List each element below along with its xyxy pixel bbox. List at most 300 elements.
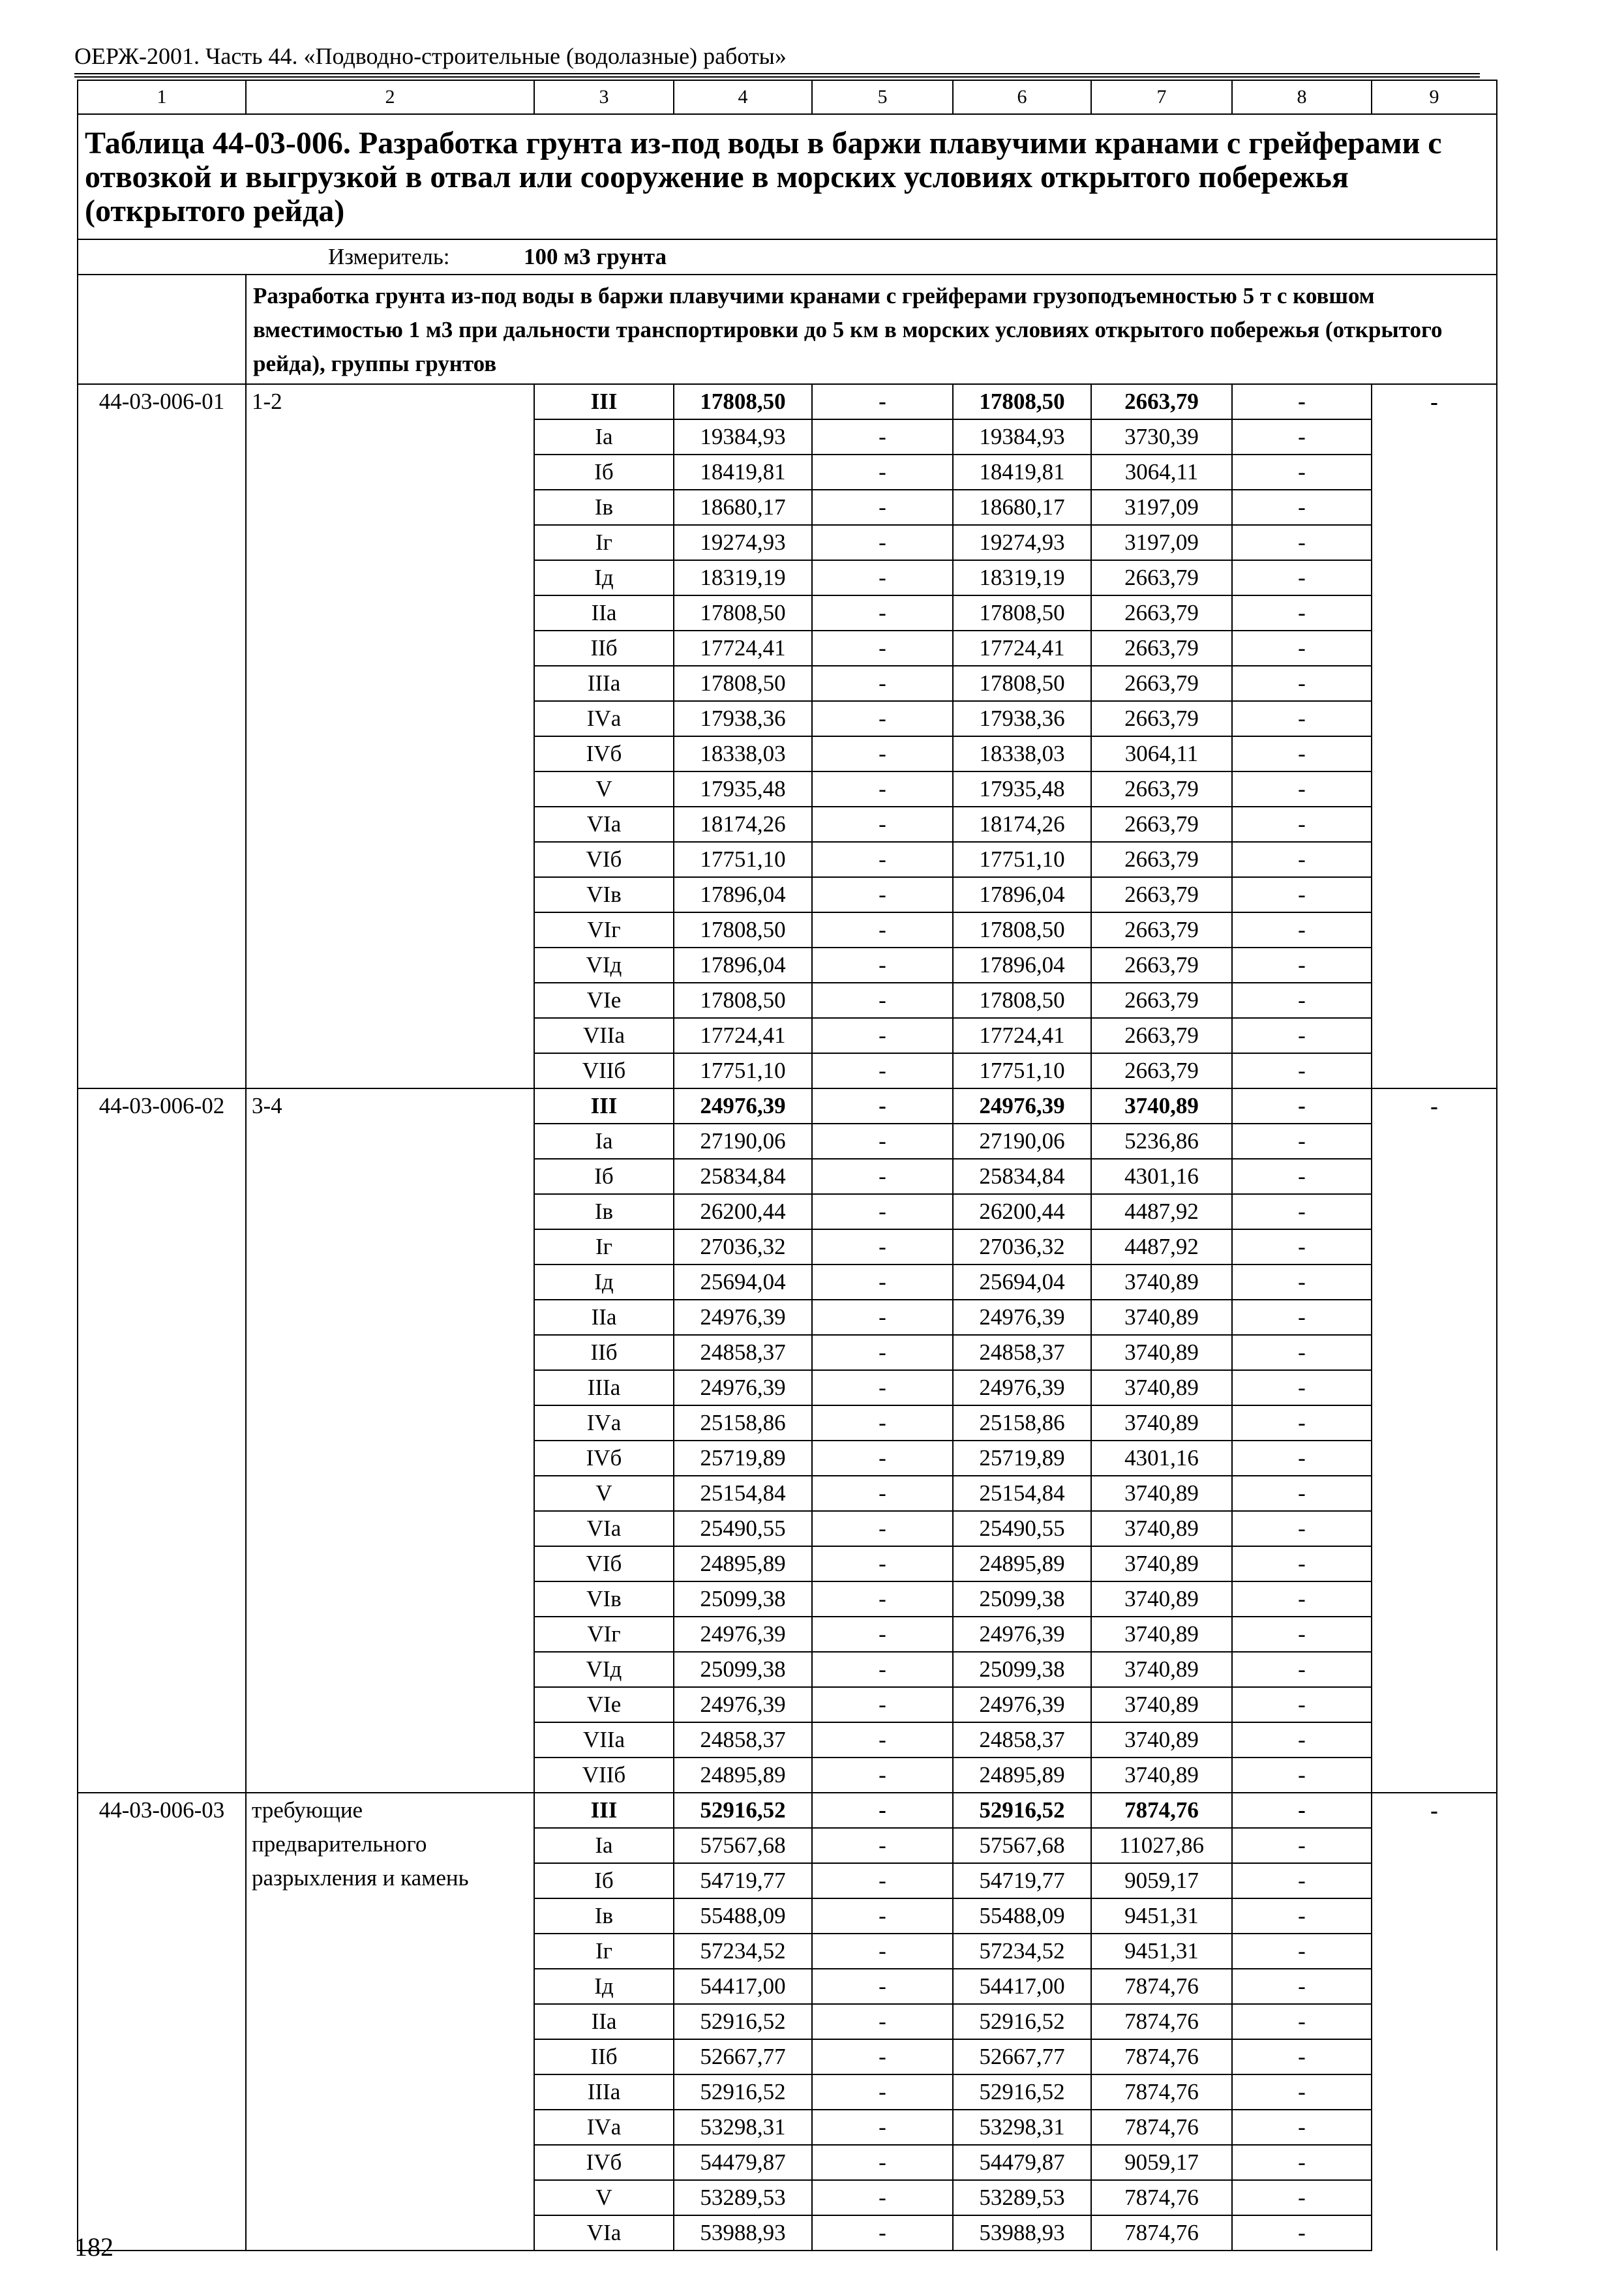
machinist-wages: 2663,79 (1091, 948, 1232, 983)
machine-cost: 27190,06 (953, 1124, 1091, 1159)
materials-cost: - (1232, 1441, 1372, 1476)
total-cost: 53988,93 (674, 2215, 812, 2251)
column-number: 8 (1232, 80, 1372, 114)
extra-cost (1372, 842, 1497, 877)
materials-cost: - (1232, 912, 1372, 948)
machinist-wages: 7874,76 (1091, 2074, 1232, 2110)
machinist-wages: 3740,89 (1091, 1264, 1232, 1300)
total-cost: 18338,03 (674, 736, 812, 771)
total-cost: 24858,37 (674, 1335, 812, 1370)
materials-cost: - (1232, 1969, 1372, 2004)
materials-cost: - (1232, 490, 1372, 525)
extra-cost (1372, 1264, 1497, 1300)
machinist-wages: 3064,11 (1091, 736, 1232, 771)
column-number: 4 (674, 80, 812, 114)
machine-cost: 17808,50 (953, 912, 1091, 948)
materials-cost: - (1232, 1934, 1372, 1969)
extra-cost (1372, 948, 1497, 983)
territory-zone: IVб (534, 736, 674, 771)
extra-cost (1372, 2074, 1497, 2110)
machine-cost: 53289,53 (953, 2180, 1091, 2215)
territory-zone: IVа (534, 1405, 674, 1441)
labor-wages: - (812, 1687, 953, 1722)
machinist-wages: 3740,89 (1091, 1687, 1232, 1722)
labor-wages: - (812, 1722, 953, 1758)
total-cost: 25154,84 (674, 1476, 812, 1511)
machine-cost: 55488,09 (953, 1898, 1091, 1934)
total-cost: 17935,48 (674, 771, 812, 807)
labor-wages: - (812, 1934, 953, 1969)
soil-group: требующие предварительного разрыхления и камень (246, 1793, 534, 2251)
page-header: ОЕРЖ-2001. Часть 44. «Подводно-строительные (водолазные) работы» (74, 43, 787, 69)
extra-cost (1372, 1511, 1497, 1546)
machine-cost: 17724,41 (953, 631, 1091, 666)
total-cost: 25099,38 (674, 1652, 812, 1687)
territory-zone: IVб (534, 1441, 674, 1476)
total-cost: 18419,81 (674, 455, 812, 490)
page-number: 182 (74, 2232, 113, 2262)
labor-wages: - (812, 1652, 953, 1687)
territory-zone: VIе (534, 1687, 674, 1722)
machinist-wages: 7874,76 (1091, 2110, 1232, 2145)
column-number-row (78, 80, 1497, 114)
materials-cost: - (1232, 1405, 1372, 1441)
extra-cost (1372, 1758, 1497, 1793)
machine-cost: 17808,50 (953, 384, 1091, 419)
machinist-wages: 2663,79 (1091, 1018, 1232, 1053)
machinist-wages: 5236,86 (1091, 1124, 1232, 1159)
labor-wages: - (812, 1159, 953, 1194)
materials-cost: - (1232, 842, 1372, 877)
table-body (78, 80, 1497, 2251)
territory-zone: III (534, 384, 674, 419)
labor-wages: - (812, 1370, 953, 1405)
materials-cost: - (1232, 1018, 1372, 1053)
materials-cost: - (1232, 2215, 1372, 2251)
extra-cost (1372, 560, 1497, 595)
column-number: 7 (1091, 80, 1232, 114)
machine-cost: 27036,32 (953, 1229, 1091, 1264)
column-number: 2 (246, 80, 534, 114)
total-cost: 24976,39 (674, 1687, 812, 1722)
materials-cost: - (1232, 1617, 1372, 1652)
machine-cost: 17751,10 (953, 1053, 1091, 1088)
machine-cost: 17724,41 (953, 1018, 1091, 1053)
total-cost: 27190,06 (674, 1124, 812, 1159)
extra-cost: - (1372, 384, 1497, 419)
machinist-wages: 3740,89 (1091, 1722, 1232, 1758)
labor-wages: - (812, 1088, 953, 1124)
extra-cost (1372, 1934, 1497, 1969)
machinist-wages: 11027,86 (1091, 1828, 1232, 1863)
machine-cost: 25099,38 (953, 1652, 1091, 1687)
machine-cost: 53988,93 (953, 2215, 1091, 2251)
materials-cost: - (1232, 807, 1372, 842)
territory-zone: IIIа (534, 2074, 674, 2110)
machine-cost: 24976,39 (953, 1300, 1091, 1335)
territory-zone: IIа (534, 1300, 674, 1335)
norms-table (77, 80, 1497, 2251)
labor-wages: - (812, 666, 953, 701)
total-cost: 54479,87 (674, 2145, 812, 2180)
machinist-wages: 9451,31 (1091, 1934, 1232, 1969)
machinist-wages: 3740,89 (1091, 1300, 1232, 1335)
soil-group: 3-4 (246, 1088, 534, 1793)
total-cost: 17724,41 (674, 631, 812, 666)
total-cost: 57567,68 (674, 1828, 812, 1863)
machinist-wages: 3740,89 (1091, 1511, 1232, 1546)
extra-cost (1372, 877, 1497, 912)
labor-wages: - (812, 2180, 953, 2215)
machine-cost: 54417,00 (953, 1969, 1091, 2004)
extra-cost (1372, 1159, 1497, 1194)
machine-cost: 17938,36 (953, 701, 1091, 736)
territory-zone: IIа (534, 595, 674, 631)
machinist-wages: 4301,16 (1091, 1441, 1232, 1476)
machine-cost: 18174,26 (953, 807, 1091, 842)
territory-zone: Iд (534, 560, 674, 595)
extra-cost (1372, 1863, 1497, 1898)
column-number: 9 (1372, 80, 1497, 114)
materials-cost: - (1232, 1652, 1372, 1687)
labor-wages: - (812, 1969, 953, 2004)
total-cost: 54719,77 (674, 1863, 812, 1898)
total-cost: 18319,19 (674, 560, 812, 595)
materials-cost: - (1232, 1335, 1372, 1370)
total-cost: 19274,93 (674, 525, 812, 560)
territory-zone: VIг (534, 912, 674, 948)
labor-wages: - (812, 1018, 953, 1053)
labor-wages: - (812, 948, 953, 983)
materials-cost: - (1232, 2004, 1372, 2039)
machinist-wages: 3064,11 (1091, 455, 1232, 490)
machine-cost: 17896,04 (953, 948, 1091, 983)
territory-zone: VIд (534, 948, 674, 983)
materials-cost: - (1232, 666, 1372, 701)
labor-wages: - (812, 701, 953, 736)
table-row (78, 384, 1497, 419)
territory-zone: VIд (534, 1652, 674, 1687)
total-cost: 24895,89 (674, 1546, 812, 1581)
labor-wages: - (812, 1441, 953, 1476)
machine-cost: 17896,04 (953, 877, 1091, 912)
machine-cost: 17808,50 (953, 595, 1091, 631)
machine-cost: 25719,89 (953, 1441, 1091, 1476)
materials-cost: - (1232, 1511, 1372, 1546)
total-cost: 53289,53 (674, 2180, 812, 2215)
machinist-wages: 2663,79 (1091, 807, 1232, 842)
machine-cost: 25099,38 (953, 1581, 1091, 1617)
total-cost: 24976,39 (674, 1370, 812, 1405)
table-title: Таблица 44-03-006. Разработка грунта из-под воды в баржи плавучими кранами с грейферами с отвозкой и выгрузкой в отвал или сооружение в морских условиях открытого побережья (открытого рейда) (78, 114, 1497, 239)
labor-wages: - (812, 455, 953, 490)
machinist-wages: 3740,89 (1091, 1652, 1232, 1687)
labor-wages: - (812, 1405, 953, 1441)
total-cost: 17751,10 (674, 842, 812, 877)
total-cost: 25694,04 (674, 1264, 812, 1300)
extra-cost (1372, 1722, 1497, 1758)
machine-cost: 26200,44 (953, 1194, 1091, 1229)
labor-wages: - (812, 807, 953, 842)
extra-cost: - (1372, 1088, 1497, 1124)
extra-cost: - (1372, 1793, 1497, 1828)
territory-zone: V (534, 771, 674, 807)
machinist-wages: 2663,79 (1091, 983, 1232, 1018)
labor-wages: - (812, 1476, 953, 1511)
total-cost: 17808,50 (674, 983, 812, 1018)
machinist-wages: 2663,79 (1091, 666, 1232, 701)
extra-cost (1372, 1441, 1497, 1476)
materials-cost: - (1232, 525, 1372, 560)
extra-cost (1372, 1229, 1497, 1264)
extra-cost (1372, 666, 1497, 701)
territory-zone: VIа (534, 1511, 674, 1546)
territory-zone: VIв (534, 1581, 674, 1617)
machinist-wages: 9059,17 (1091, 2145, 1232, 2180)
territory-zone: VIIб (534, 1758, 674, 1793)
territory-zone: VIIа (534, 1722, 674, 1758)
description-row (78, 275, 1497, 384)
total-cost: 55488,09 (674, 1898, 812, 1934)
materials-cost: - (1232, 1546, 1372, 1581)
description-empty-cell (78, 275, 246, 384)
machinist-wages: 2663,79 (1091, 912, 1232, 948)
machine-cost: 25834,84 (953, 1159, 1091, 1194)
materials-cost: - (1232, 1159, 1372, 1194)
machine-cost: 17808,50 (953, 666, 1091, 701)
machine-cost: 24976,39 (953, 1370, 1091, 1405)
machinist-wages: 7874,76 (1091, 2004, 1232, 2039)
machinist-wages: 2663,79 (1091, 631, 1232, 666)
extra-cost (1372, 2004, 1497, 2039)
labor-wages: - (812, 2039, 953, 2074)
machine-cost: 57234,52 (953, 1934, 1091, 1969)
extra-cost (1372, 1476, 1497, 1511)
labor-wages: - (812, 1546, 953, 1581)
machine-cost: 25158,86 (953, 1405, 1091, 1441)
table-row (78, 1793, 1497, 1828)
total-cost: 24976,39 (674, 1617, 812, 1652)
machine-cost: 18419,81 (953, 455, 1091, 490)
labor-wages: - (812, 842, 953, 877)
materials-cost: - (1232, 2074, 1372, 2110)
total-cost: 17938,36 (674, 701, 812, 736)
machinist-wages: 3730,39 (1091, 419, 1232, 455)
labor-wages: - (812, 560, 953, 595)
territory-zone: III (534, 1793, 674, 1828)
territory-zone: Iа (534, 1828, 674, 1863)
machine-cost: 19384,93 (953, 419, 1091, 455)
total-cost: 17724,41 (674, 1018, 812, 1053)
materials-cost: - (1232, 631, 1372, 666)
machinist-wages: 3197,09 (1091, 525, 1232, 560)
total-cost: 26200,44 (674, 1194, 812, 1229)
labor-wages: - (812, 771, 953, 807)
machinist-wages: 4487,92 (1091, 1229, 1232, 1264)
materials-cost: - (1232, 1053, 1372, 1088)
materials-cost: - (1232, 1476, 1372, 1511)
extra-cost (1372, 1652, 1497, 1687)
materials-cost: - (1232, 1264, 1372, 1300)
territory-zone: VIа (534, 807, 674, 842)
materials-cost: - (1232, 1088, 1372, 1124)
extra-cost (1372, 1335, 1497, 1370)
labor-wages: - (812, 1793, 953, 1828)
extra-cost (1372, 2039, 1497, 2074)
territory-zone: Iа (534, 1124, 674, 1159)
materials-cost: - (1232, 2110, 1372, 2145)
machine-cost: 57567,68 (953, 1828, 1091, 1863)
materials-cost: - (1232, 455, 1372, 490)
table-row (78, 1088, 1497, 1124)
materials-cost: - (1232, 1722, 1372, 1758)
machinist-wages: 2663,79 (1091, 595, 1232, 631)
territory-zone: V (534, 1476, 674, 1511)
labor-wages: - (812, 1335, 953, 1370)
machinist-wages: 9451,31 (1091, 1898, 1232, 1934)
materials-cost: - (1232, 1581, 1372, 1617)
machinist-wages: 3740,89 (1091, 1335, 1232, 1370)
labor-wages: - (812, 2004, 953, 2039)
machine-cost: 24976,39 (953, 1617, 1091, 1652)
total-cost: 17751,10 (674, 1053, 812, 1088)
extra-cost (1372, 1581, 1497, 1617)
column-number: 3 (534, 80, 674, 114)
norm-code: 44-03-006-02 (78, 1088, 246, 1793)
labor-wages: - (812, 1194, 953, 1229)
column-number: 1 (78, 80, 246, 114)
extra-cost (1372, 701, 1497, 736)
total-cost: 24858,37 (674, 1722, 812, 1758)
territory-zone: VIIа (534, 1018, 674, 1053)
materials-cost: - (1232, 595, 1372, 631)
labor-wages: - (812, 2074, 953, 2110)
materials-cost: - (1232, 384, 1372, 419)
total-cost: 57234,52 (674, 1934, 812, 1969)
labor-wages: - (812, 1617, 953, 1652)
labor-wages: - (812, 525, 953, 560)
extra-cost (1372, 1300, 1497, 1335)
territory-zone: Iг (534, 525, 674, 560)
machine-cost: 24976,39 (953, 1687, 1091, 1722)
total-cost: 17896,04 (674, 948, 812, 983)
territory-zone: Iб (534, 1159, 674, 1194)
machinist-wages: 2663,79 (1091, 877, 1232, 912)
materials-cost: - (1232, 1793, 1372, 1828)
machinist-wages: 2663,79 (1091, 771, 1232, 807)
labor-wages: - (812, 2215, 953, 2251)
machinist-wages: 7874,76 (1091, 1969, 1232, 2004)
machinist-wages: 3740,89 (1091, 1088, 1232, 1124)
labor-wages: - (812, 912, 953, 948)
materials-cost: - (1232, 1229, 1372, 1264)
labor-wages: - (812, 983, 953, 1018)
materials-cost: - (1232, 771, 1372, 807)
machinist-wages: 3197,09 (1091, 490, 1232, 525)
norm-code: 44-03-006-03 (78, 1793, 246, 2251)
total-cost: 53298,31 (674, 2110, 812, 2145)
machinist-wages: 3740,89 (1091, 1581, 1232, 1617)
machine-cost: 25490,55 (953, 1511, 1091, 1546)
extra-cost (1372, 1405, 1497, 1441)
territory-zone: IIIа (534, 1370, 674, 1405)
labor-wages: - (812, 1828, 953, 1863)
territory-zone: IIб (534, 631, 674, 666)
extra-cost (1372, 1194, 1497, 1229)
labor-wages: - (812, 1898, 953, 1934)
extra-cost (1372, 983, 1497, 1018)
territory-zone: Iг (534, 1934, 674, 1969)
measure-row (78, 239, 1497, 275)
materials-cost: - (1232, 701, 1372, 736)
extra-cost (1372, 2215, 1497, 2251)
labor-wages: - (812, 631, 953, 666)
extra-cost (1372, 1617, 1497, 1652)
materials-cost: - (1232, 877, 1372, 912)
total-cost: 17808,50 (674, 595, 812, 631)
labor-wages: - (812, 1581, 953, 1617)
territory-zone: VIIб (534, 1053, 674, 1088)
extra-cost (1372, 1053, 1497, 1088)
territory-zone: VIа (534, 2215, 674, 2251)
labor-wages: - (812, 1229, 953, 1264)
extra-cost (1372, 1546, 1497, 1581)
territory-zone: Iв (534, 490, 674, 525)
machine-cost: 52916,52 (953, 1793, 1091, 1828)
machine-cost: 24858,37 (953, 1722, 1091, 1758)
total-cost: 52916,52 (674, 2074, 812, 2110)
materials-cost: - (1232, 1758, 1372, 1793)
extra-cost (1372, 1370, 1497, 1405)
total-cost: 52916,52 (674, 2004, 812, 2039)
territory-zone: IIб (534, 1335, 674, 1370)
labor-wages: - (812, 384, 953, 419)
total-cost: 25719,89 (674, 1441, 812, 1476)
machinist-wages: 2663,79 (1091, 842, 1232, 877)
territory-zone: IIб (534, 2039, 674, 2074)
machinist-wages: 2663,79 (1091, 384, 1232, 419)
extra-cost (1372, 1828, 1497, 1863)
extra-cost (1372, 1687, 1497, 1722)
materials-cost: - (1232, 2145, 1372, 2180)
territory-zone: Iг (534, 1229, 674, 1264)
machinist-wages: 3740,89 (1091, 1370, 1232, 1405)
total-cost: 18174,26 (674, 807, 812, 842)
materials-cost: - (1232, 983, 1372, 1018)
machinist-wages: 7874,76 (1091, 2215, 1232, 2251)
extra-cost (1372, 912, 1497, 948)
labor-wages: - (812, 1511, 953, 1546)
labor-wages: - (812, 1053, 953, 1088)
extra-cost (1372, 771, 1497, 807)
total-cost: 25490,55 (674, 1511, 812, 1546)
machinist-wages: 2663,79 (1091, 560, 1232, 595)
measure-label: Измеритель: (328, 244, 450, 269)
materials-cost: - (1232, 1300, 1372, 1335)
extra-cost (1372, 455, 1497, 490)
machinist-wages: 7874,76 (1091, 1793, 1232, 1828)
territory-zone: VIг (534, 1617, 674, 1652)
table-title-row (78, 114, 1497, 239)
machinist-wages: 9059,17 (1091, 1863, 1232, 1898)
machine-cost: 25694,04 (953, 1264, 1091, 1300)
machine-cost: 52667,77 (953, 2039, 1091, 2074)
extra-cost (1372, 1124, 1497, 1159)
total-cost: 27036,32 (674, 1229, 812, 1264)
extra-cost (1372, 807, 1497, 842)
territory-zone: V (534, 2180, 674, 2215)
machine-cost: 24895,89 (953, 1546, 1091, 1581)
